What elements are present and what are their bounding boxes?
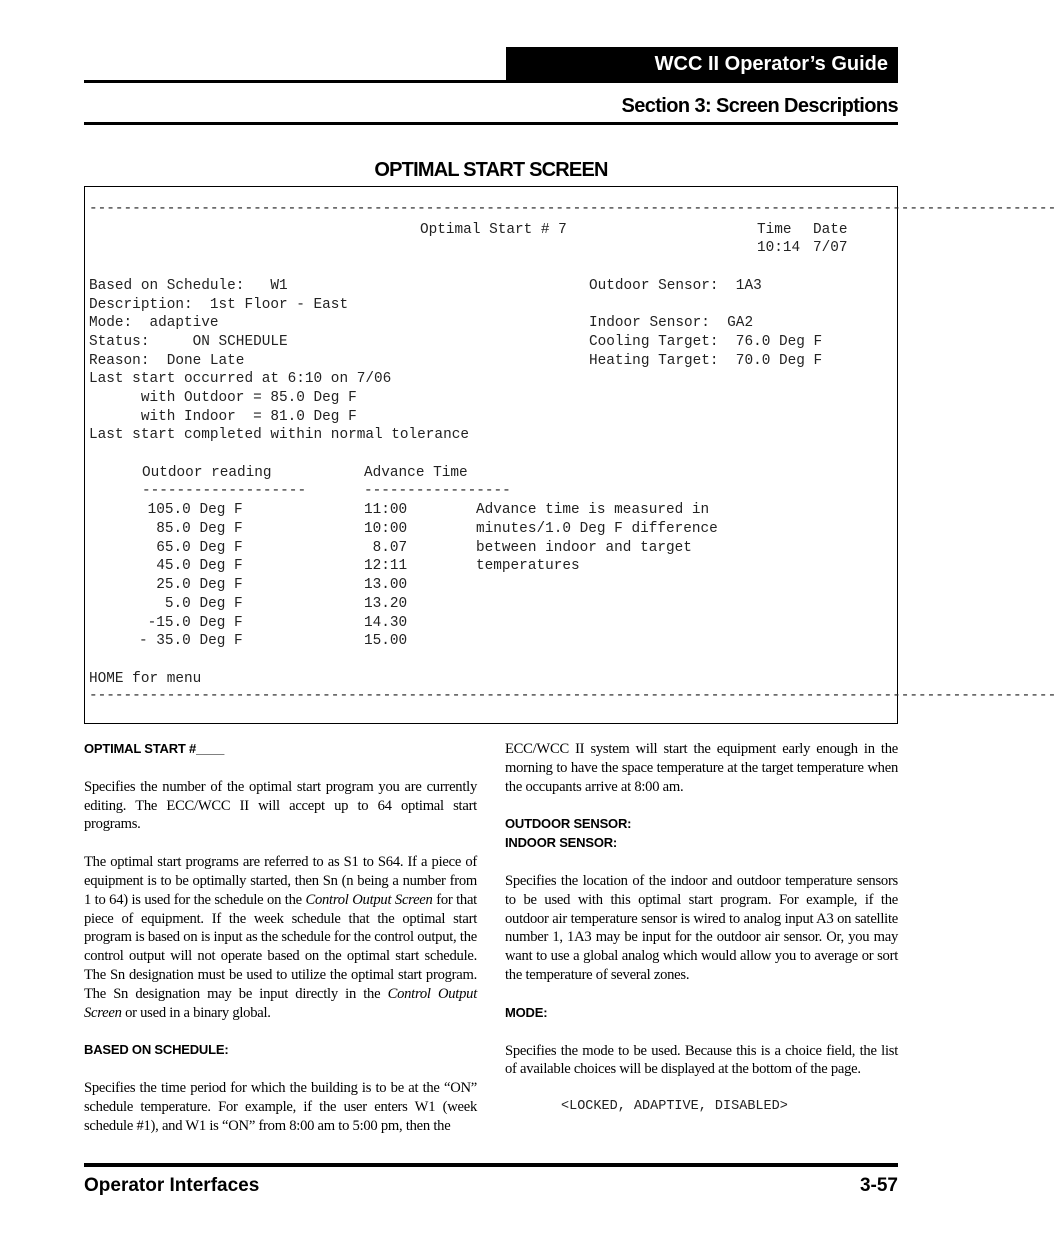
mode-paragraph: Specifies the mode to be used. Because this is a choice field, the list of available choices will be displayed at the bottom of the page. bbox=[505, 1042, 898, 1078]
cooling-target-line: Cooling Target: 76.0 Deg F bbox=[589, 334, 823, 350]
section-title: Section 3: Screen Descriptions bbox=[621, 95, 898, 117]
guide-title bbox=[506, 47, 898, 81]
table-row-outdoor: 25.0 Deg F bbox=[139, 577, 243, 593]
date-label: Date bbox=[813, 222, 848, 238]
tolerance-line: Last start completed within normal tolerance bbox=[89, 427, 469, 443]
text-run: or used in a binary global. bbox=[121, 1004, 271, 1021]
table-row-outdoor: 65.0 Deg F bbox=[139, 540, 243, 556]
outdoor-reading-header: Outdoor reading bbox=[142, 465, 272, 481]
based-on-schedule-heading: BASED ON SCHEDULE: bbox=[84, 1042, 229, 1058]
optimal-start-paragraph: Specifies the number of the optimal start program you are currently editing. The ECC/WCC II will accept up to 64 optimal start programs. bbox=[84, 778, 477, 833]
top-dashes: ---------------------------------------------------------------------------------------------------------------- bbox=[89, 201, 1056, 217]
table-row-advance: 13.00 bbox=[364, 577, 408, 593]
sensor-paragraph: Specifies the location of the indoor and outdoor temperature sensors to be used with this optimal start program. For example, if the outdoor air temperature sensor is wired to analog input A3 on satellite number 1, 1A3 may be input for the outdoor air sensor. Or, you may want to use a global analog which would allow you to average or sort the temperature of several zones. bbox=[505, 872, 898, 983]
advance-underline: ----------------- bbox=[364, 483, 511, 499]
italic-ref: Control Output Screen bbox=[305, 891, 433, 908]
table-row-advance: 14.30 bbox=[364, 615, 408, 631]
description-line: Description: 1st Floor - East bbox=[89, 297, 349, 313]
date-value: 7/07 bbox=[813, 240, 848, 256]
screen-heading: Optimal Start # 7 bbox=[420, 222, 567, 238]
page-number: 3-57 bbox=[859, 1175, 898, 1196]
with-indoor-line: with Indoor = 81.0 Deg F bbox=[89, 409, 357, 425]
table-row-outdoor: - 35.0 Deg F bbox=[139, 633, 243, 649]
table-row-advance: 15.00 bbox=[364, 633, 408, 649]
text-run: for that piece of equipment. If the week schedule that the optimal start program is based on is input as the schedule for the control output, the control output will not operate based on the optimal start schedule. The Sn designation must be used to utilize the optimal start program. The Sn designation may be input directly in the bbox=[84, 891, 477, 1002]
time-label: Time bbox=[757, 222, 792, 238]
reason-line: Reason: Done Late bbox=[89, 353, 245, 369]
advance-note-line: between indoor and target bbox=[476, 540, 692, 556]
advance-note-line: minutes/1.0 Deg F difference bbox=[476, 521, 718, 537]
continuation-paragraph: ECC/WCC II system will start the equipment early enough in the morning to have the space temperature at the target temperature when the occupants arrive at 8:00 am. bbox=[505, 741, 898, 795]
table-row-outdoor: -15.0 Deg F bbox=[139, 615, 243, 631]
outdoor-underline: ------------------- bbox=[142, 483, 307, 499]
left-column bbox=[84, 740, 477, 1136]
table-row-advance: 11:00 bbox=[364, 502, 408, 518]
guide-title-text: WCC II Operator’s Guide bbox=[654, 52, 888, 75]
table-row-outdoor: 5.0 Deg F bbox=[139, 596, 243, 612]
table-row-outdoor: 85.0 Deg F bbox=[139, 521, 243, 537]
section-rule bbox=[84, 122, 898, 125]
table-row-advance: 8.07 bbox=[364, 540, 408, 556]
based-on-schedule-line: Based on Schedule: W1 bbox=[89, 278, 288, 294]
indoor-sensor-heading: INDOOR SENSOR: bbox=[505, 835, 618, 851]
table-row-outdoor: 45.0 Deg F bbox=[139, 558, 243, 574]
outdoor-sensor-line: Outdoor Sensor: 1A3 bbox=[589, 278, 762, 294]
status-line: Status: ON SCHEDULE bbox=[89, 334, 288, 350]
advance-time-header: Advance Time bbox=[364, 465, 468, 481]
last-start-line: Last start occurred at 6:10 on 7/06 bbox=[89, 371, 392, 387]
bottom-dashes: ---------------------------------------------------------------------------------------------------------------- bbox=[89, 688, 1056, 704]
screen-title: OPTIMAL START SCREEN bbox=[374, 159, 608, 181]
table-row-advance: 13.20 bbox=[364, 596, 408, 612]
with-outdoor-line: with Outdoor = 85.0 Deg F bbox=[89, 390, 357, 406]
home-for-menu: HOME for menu bbox=[89, 671, 202, 687]
italic-ref: Control Output Screen bbox=[84, 985, 478, 1021]
optimal-start-heading: OPTIMAL START #____ bbox=[84, 741, 225, 756]
footer-rule bbox=[84, 1163, 898, 1167]
advance-note-line: temperatures bbox=[476, 558, 580, 574]
right-column bbox=[505, 740, 898, 1117]
mode-line: Mode: adaptive bbox=[89, 315, 219, 331]
mode-choices: <LOCKED, ADAPTIVE, DISABLED> bbox=[561, 1099, 788, 1115]
outdoor-sensor-heading: OUTDOOR SENSOR: bbox=[505, 816, 632, 832]
table-row-advance: 12:11 bbox=[364, 558, 408, 574]
time-value: 10:14 bbox=[757, 240, 801, 256]
advance-note-line: Advance time is measured in bbox=[476, 502, 710, 518]
mode-heading: MODE: bbox=[505, 1004, 548, 1020]
s-designation-paragraph bbox=[84, 853, 477, 1022]
table-row-advance: 10:00 bbox=[364, 521, 408, 537]
heating-target-line: Heating Target: 70.0 Deg F bbox=[589, 353, 823, 369]
footer-title: Operator Interfaces bbox=[84, 1175, 260, 1196]
indoor-sensor-line: Indoor Sensor: GA2 bbox=[589, 315, 754, 331]
table-row-outdoor: 105.0 Deg F bbox=[139, 502, 243, 518]
text-run: The optimal start programs are referred to as S1 to S64. If a piece of equipment is to be optimally started, then Sn (n being a number from 1 to 64) is used for the schedule on the bbox=[84, 854, 477, 908]
based-on-schedule-paragraph: Specifies the time period for which the building is to be at the “ON” schedule temperature. For example, if the user enters W1 (week schedule #1), and W1 is “ON” from 8:00 am to 5:00 pm, then the bbox=[84, 1080, 477, 1134]
